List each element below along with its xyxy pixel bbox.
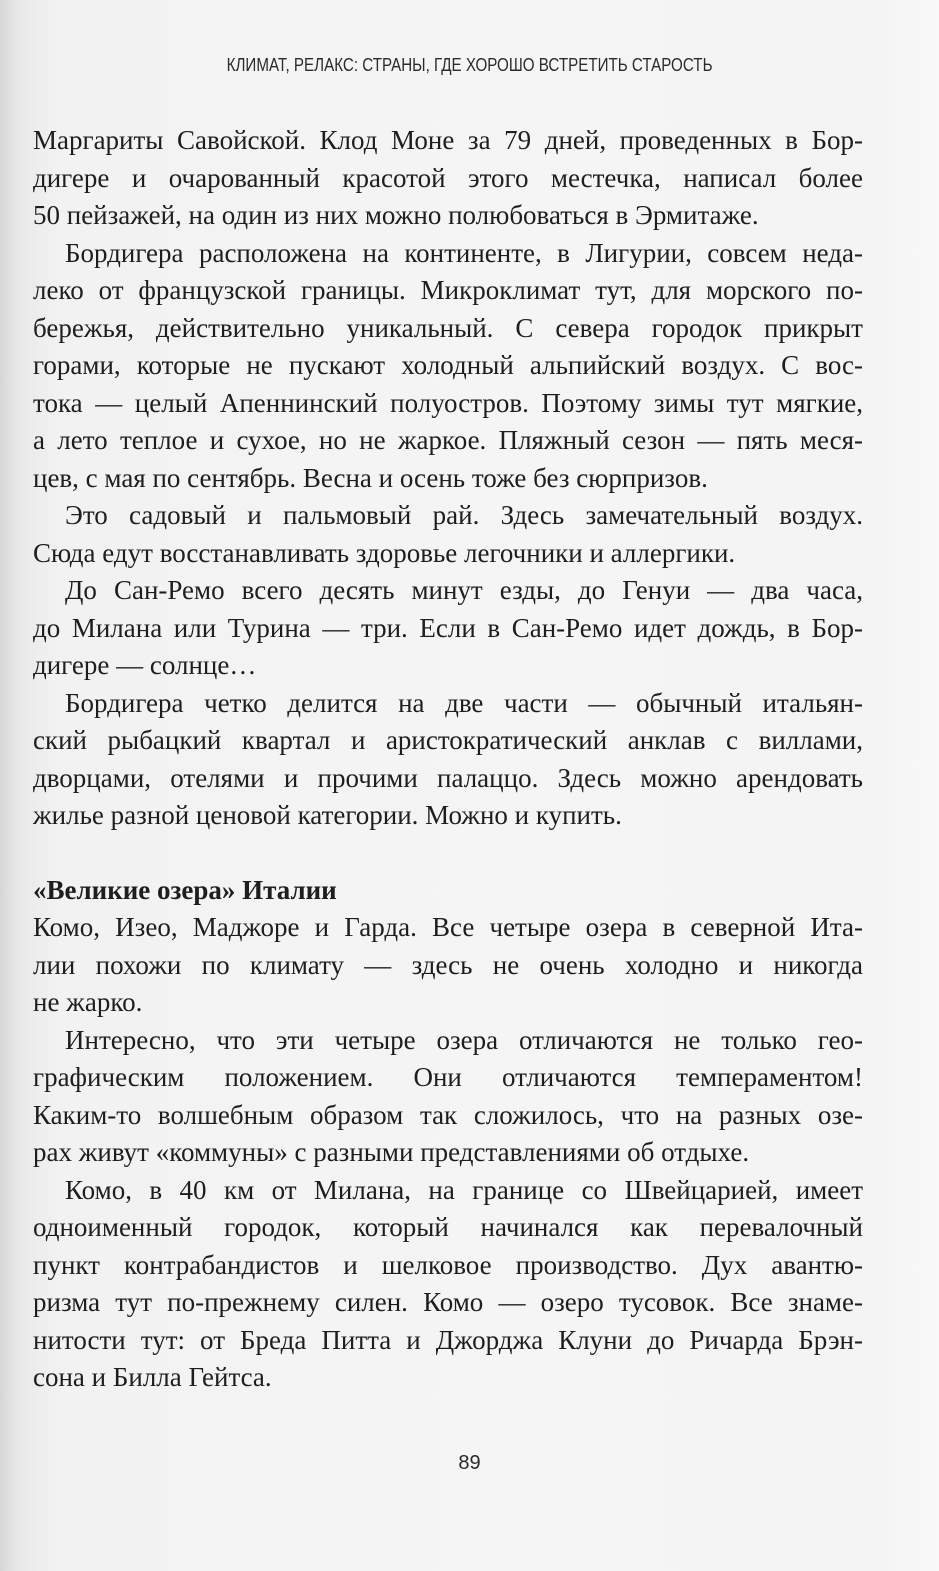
paragraph	[33, 909, 863, 1022]
paragraph	[33, 1172, 863, 1397]
text-line: цев, с мая по сентябрь. Весна и осень тоже без сюрпризов.	[33, 462, 708, 493]
text-line: дигере — солнце…	[33, 650, 257, 680]
text-line: Комо, в 40 км от Милана, на границе со Швейцарией, имеет	[65, 1174, 863, 1205]
text-line: 50 пейзажей, на один из них можно полюбоваться в Эрмитаже.	[33, 200, 759, 230]
text-line: Интересно, что эти четыре озера отличаются не только гео-	[65, 1024, 863, 1055]
text-line: Это садовый и пальмовый рай. Здесь замечательный воздух.	[65, 500, 863, 530]
paragraph	[33, 572, 863, 685]
text-line: пункт контрабандистов и шелковое производство. Дух авантю-	[33, 1249, 863, 1280]
text-line: тока — целый Апеннинский полуостров. Поэтому зимы тут мягкие,	[33, 387, 863, 418]
text-line: горами, которые не пускают холодный альпийский воздух. С вос-	[33, 350, 863, 380]
text-line: ризма тут по-прежнему силен. Комо — озеро тусовок. Все знаме-	[33, 1287, 863, 1317]
paragraph	[33, 497, 863, 572]
paragraph	[33, 235, 863, 498]
text-line: лии похожи по климату — здесь не очень холодно и никогда	[33, 949, 863, 980]
paragraph	[33, 685, 863, 835]
paragraph	[33, 122, 863, 235]
text-line: дворцами, отелями и прочими палаццо. Здесь можно арендовать	[33, 762, 863, 793]
section-spacer	[33, 835, 863, 872]
text-line: не жарко.	[33, 987, 143, 1017]
text-line: Комо, Изео, Маджоре и Гарда. Все четыре озера в северной Ита-	[33, 912, 863, 942]
text-line: ский рыбацкий квартал и аристократический анклав с виллами,	[33, 725, 863, 755]
text-line: дигере и очарованный красотой этого местечка, написал более	[33, 162, 863, 193]
page-number: 89	[458, 1452, 481, 1474]
text-line: нитости тут: от Бреда Питта и Джорджа Клуни до Ричарда Брэн-	[33, 1324, 863, 1355]
section-heading: «Великие озера» Италии	[33, 874, 337, 905]
text-line: сона и Билла Гейтса.	[33, 1362, 272, 1392]
text-line: Сюда едут восстанавливать здоровье легочники и аллергики.	[33, 537, 736, 568]
text-line: до Милана или Турина — три. Если в Сан-Ремо идет дождь, в Бор-	[33, 612, 863, 643]
text-line: а лето теплое и сухое, но не жаркое. Пляжный сезон — пять меся-	[33, 425, 863, 455]
text-line: Каким-то волшебным образом так сложилось, что на разных озе-	[33, 1099, 863, 1130]
text-line: жилье разной ценовой категории. Можно и купить.	[33, 800, 622, 830]
body-text	[33, 122, 863, 1397]
text-line: Бордигера расположена на континенте, в Лигурии, совсем неда-	[65, 237, 863, 268]
paragraph	[33, 1022, 863, 1172]
text-line: графическим положением. Они отличаются темпераментом!	[33, 1062, 863, 1092]
text-line: До Сан-Ремо всего десять минут езды, до Генуи — два часа,	[65, 575, 863, 605]
running-head: КЛИМАТ, РЕЛАКС: СТРАНЫ, ГДЕ ХОРОШО ВСТРЕТИТЬ СТАРОСТЬ	[226, 54, 713, 75]
text-line: рах живут «коммуны» с разными представлениями об отдыхе.	[33, 1137, 750, 1167]
text-line: леко от французской границы. Микроклимат тут, для морского по-	[33, 275, 863, 305]
section-great-lakes	[33, 872, 863, 1397]
text-line: Маргариты Савойской. Клод Моне за 79 дней, проведенных в Бор-	[33, 125, 863, 155]
text-line: бережья, действительно уникальный. С севера городок прикрыт	[33, 312, 863, 343]
text-line: одноименный городок, который начинался как перевалочный	[33, 1212, 863, 1242]
text-line: Бордигера четко делится на две части — обычный итальян-	[65, 687, 863, 718]
